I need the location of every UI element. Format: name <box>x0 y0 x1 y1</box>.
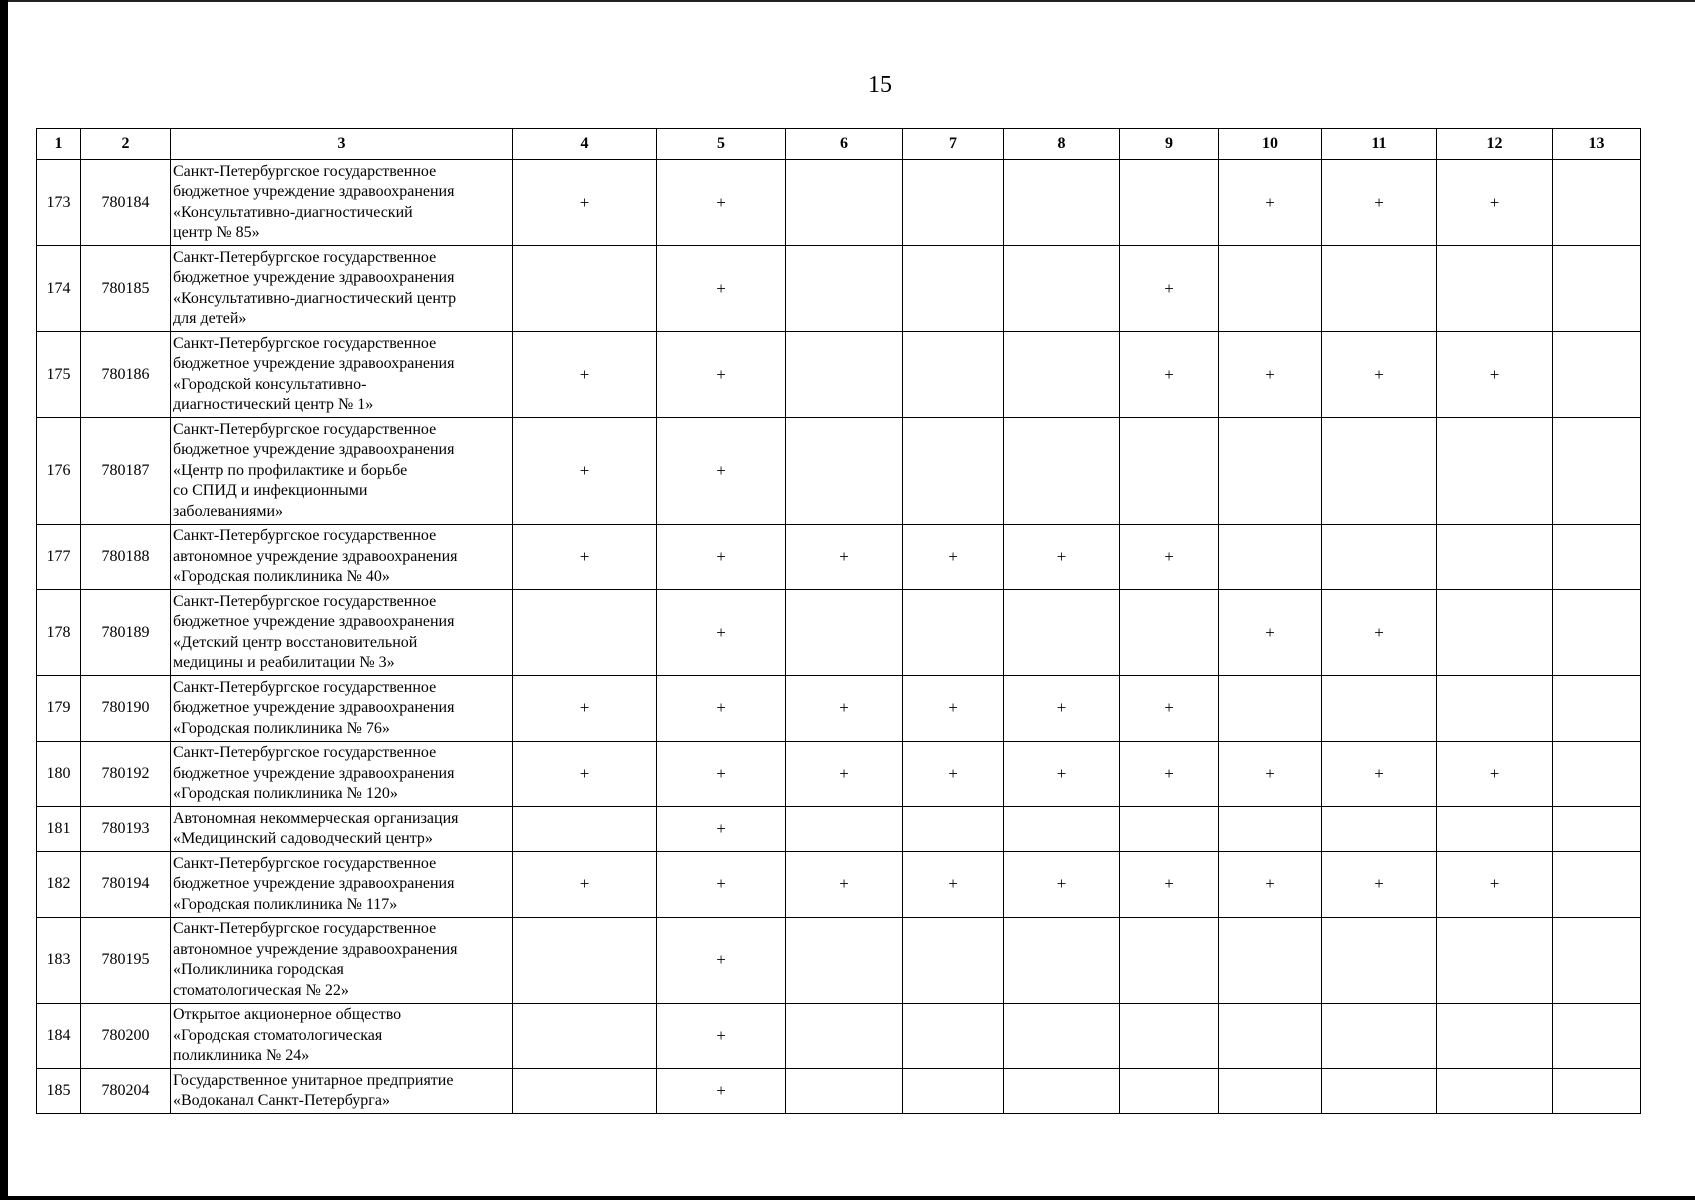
row-number: 182 <box>37 852 81 918</box>
mark-cell-col-10 <box>1219 917 1322 1003</box>
column-header-2: 2 <box>81 129 171 160</box>
organization-name <box>171 807 513 852</box>
mark-cell-col-5: + <box>657 1069 786 1114</box>
mark-cell-col-11 <box>1322 917 1437 1003</box>
mark-cell-col-6 <box>786 160 903 246</box>
mark-cell-col-5: + <box>657 418 786 525</box>
mark-cell-col-10: + <box>1219 332 1322 418</box>
organization-name-line: «Медицинский садоводческий центр» <box>173 830 433 847</box>
mark-cell-col-5: + <box>657 741 786 807</box>
mark-cell-col-8 <box>1004 160 1120 246</box>
organization-name <box>171 1069 513 1114</box>
mark-cell-col-13 <box>1553 524 1641 590</box>
mark-cell-col-12 <box>1437 807 1553 852</box>
organization-code: 780204 <box>81 1069 171 1114</box>
organization-name-line: бюджетное учреждение здравоохранения <box>173 699 455 716</box>
mark-cell-col-4 <box>513 807 657 852</box>
mark-cell-col-4 <box>513 1069 657 1114</box>
row-number: 174 <box>37 246 81 332</box>
organization-name-line: бюджетное учреждение здравоохранения <box>173 875 455 892</box>
organization-code: 780184 <box>81 160 171 246</box>
organization-name <box>171 524 513 590</box>
mark-cell-col-6 <box>786 246 903 332</box>
mark-cell-col-7 <box>903 332 1004 418</box>
column-header-10: 10 <box>1219 129 1322 160</box>
mark-cell-col-7: + <box>903 676 1004 742</box>
mark-cell-col-10: + <box>1219 852 1322 918</box>
organization-name <box>171 676 513 742</box>
mark-cell-col-4: + <box>513 524 657 590</box>
mark-cell-col-5: + <box>657 807 786 852</box>
mark-cell-col-9 <box>1120 418 1219 525</box>
mark-cell-col-13 <box>1553 1069 1641 1114</box>
mark-cell-col-11 <box>1322 246 1437 332</box>
mark-cell-col-6: + <box>786 852 903 918</box>
page-number: 15 <box>868 72 892 98</box>
mark-cell-col-9: + <box>1120 332 1219 418</box>
mark-cell-col-11: + <box>1322 332 1437 418</box>
organization-name-line: Санкт-Петербургское государственное <box>173 334 437 352</box>
mark-cell-col-12: + <box>1437 160 1553 246</box>
mark-cell-col-10 <box>1219 676 1322 742</box>
mark-cell-col-13 <box>1553 917 1641 1003</box>
mark-cell-col-9: + <box>1120 524 1219 590</box>
mark-cell-col-5: + <box>657 524 786 590</box>
organization-code: 780186 <box>81 332 171 418</box>
column-header-12: 12 <box>1437 129 1553 160</box>
mark-cell-col-5: + <box>657 332 786 418</box>
column-header-4: 4 <box>513 129 657 160</box>
mark-cell-col-11 <box>1322 524 1437 590</box>
organization-name-line: «Городская поликлиника № 40» <box>173 568 390 585</box>
mark-cell-col-7: + <box>903 741 1004 807</box>
organization-name <box>171 590 513 676</box>
mark-cell-col-6 <box>786 1003 903 1069</box>
mark-cell-col-10 <box>1219 1069 1322 1114</box>
mark-cell-col-9: + <box>1120 852 1219 918</box>
mark-cell-col-13 <box>1553 590 1641 676</box>
mark-cell-col-11: + <box>1322 590 1437 676</box>
mark-cell-col-5: + <box>657 852 786 918</box>
column-header-6: 6 <box>786 129 903 160</box>
mark-cell-col-5: + <box>657 917 786 1003</box>
mark-cell-col-7 <box>903 807 1004 852</box>
mark-cell-col-12 <box>1437 524 1553 590</box>
mark-cell-col-7 <box>903 160 1004 246</box>
scan-edge-bottom <box>0 1196 1695 1200</box>
row-number: 176 <box>37 418 81 525</box>
row-number: 173 <box>37 160 81 246</box>
organization-code: 780190 <box>81 676 171 742</box>
mark-cell-col-4: + <box>513 160 657 246</box>
mark-cell-col-12 <box>1437 1069 1553 1114</box>
scan-edge-left <box>0 0 8 1200</box>
organization-name-line: диагностический центр № 1» <box>173 396 374 413</box>
mark-cell-col-11 <box>1322 676 1437 742</box>
organization-name <box>171 246 513 332</box>
mark-cell-col-7 <box>903 1069 1004 1114</box>
organization-name-line: Санкт-Петербургское государственное <box>173 527 437 544</box>
organization-name-line: Санкт-Петербургское государственное <box>173 920 437 937</box>
mark-cell-col-4 <box>513 590 657 676</box>
mark-cell-col-10: + <box>1219 160 1322 246</box>
header-row <box>37 129 1641 160</box>
mark-cell-col-8 <box>1004 332 1120 418</box>
organization-name-line: «Консультативно-диагностический центр <box>173 289 457 307</box>
organization-name-line: автономное учреждение здравоохранения <box>173 940 458 958</box>
mark-cell-col-10: + <box>1219 741 1322 807</box>
mark-cell-col-5: + <box>657 590 786 676</box>
mark-cell-col-13 <box>1553 741 1641 807</box>
organization-name-line: центр № 85» <box>173 224 260 241</box>
organization-name-line: «Городской консультативно- <box>173 375 367 393</box>
row-number: 184 <box>37 1003 81 1069</box>
mark-cell-col-6 <box>786 807 903 852</box>
organization-name-line: для детей» <box>173 310 247 327</box>
mark-cell-col-8 <box>1004 590 1120 676</box>
organization-name-line: Санкт-Петербургское государственное <box>173 592 437 610</box>
mark-cell-col-4: + <box>513 332 657 418</box>
mark-cell-col-7 <box>903 590 1004 676</box>
organization-name <box>171 418 513 525</box>
mark-cell-col-8 <box>1004 917 1120 1003</box>
row-number: 180 <box>37 741 81 807</box>
mark-cell-col-12 <box>1437 1003 1553 1069</box>
mark-cell-col-12: + <box>1437 741 1553 807</box>
organization-name-line: Открытое акционерное общество <box>173 1006 402 1023</box>
organization-code: 780193 <box>81 807 171 852</box>
mark-cell-col-13 <box>1553 807 1641 852</box>
column-header-1: 1 <box>37 129 81 160</box>
mark-cell-col-8: + <box>1004 676 1120 742</box>
mark-cell-col-6 <box>786 917 903 1003</box>
table-row <box>37 590 1641 676</box>
organization-name <box>171 741 513 807</box>
table-body <box>37 160 1641 1114</box>
table-row <box>37 676 1641 742</box>
organization-code: 780192 <box>81 741 171 807</box>
mark-cell-col-12 <box>1437 246 1553 332</box>
mark-cell-col-11 <box>1322 1003 1437 1069</box>
organization-name-line: Государственное унитарное предприятие <box>173 1071 454 1089</box>
mark-cell-col-7 <box>903 418 1004 525</box>
mark-cell-col-10 <box>1219 246 1322 332</box>
mark-cell-col-12 <box>1437 590 1553 676</box>
organization-name-line: «Детский центр восстановительной <box>173 633 418 651</box>
column-header-7: 7 <box>903 129 1004 160</box>
organization-code: 780189 <box>81 590 171 676</box>
organization-name-line: Санкт-Петербургское государственное <box>173 248 437 266</box>
organization-name-line: Санкт-Петербургское государственное <box>173 162 437 180</box>
table-row <box>37 852 1641 918</box>
table-row <box>37 524 1641 590</box>
table-row <box>37 807 1641 852</box>
table-row <box>37 1069 1641 1114</box>
mark-cell-col-4: + <box>513 418 657 525</box>
mark-cell-col-10 <box>1219 524 1322 590</box>
organization-code: 780195 <box>81 917 171 1003</box>
mark-cell-col-13 <box>1553 246 1641 332</box>
table-row <box>37 418 1641 525</box>
mark-cell-col-12 <box>1437 418 1553 525</box>
mark-cell-col-9 <box>1120 160 1219 246</box>
table-row <box>37 332 1641 418</box>
organization-name-line: «Поликлиника городская <box>173 961 344 978</box>
mark-cell-col-7: + <box>903 524 1004 590</box>
column-header-13: 13 <box>1553 129 1641 160</box>
mark-cell-col-13 <box>1553 160 1641 246</box>
table-row <box>37 1003 1641 1069</box>
row-number: 183 <box>37 917 81 1003</box>
organization-name-line: «Городская стоматологическая <box>173 1026 383 1044</box>
mark-cell-col-4 <box>513 246 657 332</box>
mark-cell-col-11: + <box>1322 741 1437 807</box>
mark-cell-col-9 <box>1120 1069 1219 1114</box>
organization-name-line: Санкт-Петербургское государственное <box>173 744 437 761</box>
mark-cell-col-4: + <box>513 741 657 807</box>
mark-cell-col-12: + <box>1437 332 1553 418</box>
mark-cell-col-8: + <box>1004 524 1120 590</box>
organization-name-line: бюджетное учреждение здравоохранения <box>173 613 455 630</box>
organization-name-line: бюджетное учреждение здравоохранения <box>173 764 455 782</box>
mark-cell-col-8 <box>1004 418 1120 525</box>
mark-cell-col-9 <box>1120 807 1219 852</box>
column-header-3: 3 <box>171 129 513 160</box>
mark-cell-col-6 <box>786 590 903 676</box>
row-number: 177 <box>37 524 81 590</box>
organization-name-line: бюджетное учреждение здравоохранения <box>173 441 455 458</box>
mark-cell-col-11: + <box>1322 160 1437 246</box>
organization-name <box>171 852 513 918</box>
organization-code: 780200 <box>81 1003 171 1069</box>
mark-cell-col-13 <box>1553 1003 1641 1069</box>
mark-cell-col-13 <box>1553 676 1641 742</box>
mark-cell-col-6 <box>786 332 903 418</box>
organization-name-line: бюджетное учреждение здравоохранения <box>173 183 455 200</box>
mark-cell-col-10 <box>1219 418 1322 525</box>
registry-table <box>36 128 1641 1114</box>
mark-cell-col-8 <box>1004 246 1120 332</box>
mark-cell-col-11 <box>1322 418 1437 525</box>
scan-edge-top <box>0 0 1695 2</box>
mark-cell-col-11 <box>1322 807 1437 852</box>
column-header-8: 8 <box>1004 129 1120 160</box>
mark-cell-col-10 <box>1219 1003 1322 1069</box>
mark-cell-col-6: + <box>786 676 903 742</box>
mark-cell-col-8 <box>1004 1069 1120 1114</box>
organization-code: 780187 <box>81 418 171 525</box>
organization-code: 780185 <box>81 246 171 332</box>
row-number: 175 <box>37 332 81 418</box>
mark-cell-col-8: + <box>1004 852 1120 918</box>
mark-cell-col-9 <box>1120 917 1219 1003</box>
mark-cell-col-9 <box>1120 1003 1219 1069</box>
mark-cell-col-5: + <box>657 160 786 246</box>
mark-cell-col-10 <box>1219 807 1322 852</box>
mark-cell-col-5: + <box>657 676 786 742</box>
mark-cell-col-6 <box>786 418 903 525</box>
organization-name-line: медицины и реабилитации № 3» <box>173 654 395 671</box>
table-row <box>37 917 1641 1003</box>
column-header-11: 11 <box>1322 129 1437 160</box>
mark-cell-col-7: + <box>903 852 1004 918</box>
organization-name <box>171 332 513 418</box>
mark-cell-col-10: + <box>1219 590 1322 676</box>
table-row <box>37 741 1641 807</box>
organization-name-line: «Консультативно-диагностический <box>173 203 413 221</box>
organization-name-line: поликлиника № 24» <box>173 1047 310 1064</box>
organization-name-line: со СПИД и инфекционными <box>173 482 368 499</box>
table-row <box>37 246 1641 332</box>
mark-cell-col-9: + <box>1120 246 1219 332</box>
mark-cell-col-7 <box>903 246 1004 332</box>
mark-cell-col-12: + <box>1437 852 1553 918</box>
organization-code: 780194 <box>81 852 171 918</box>
mark-cell-col-4 <box>513 1003 657 1069</box>
mark-cell-col-13 <box>1553 418 1641 525</box>
mark-cell-col-12 <box>1437 676 1553 742</box>
mark-cell-col-8 <box>1004 807 1120 852</box>
mark-cell-col-9: + <box>1120 676 1219 742</box>
row-number: 181 <box>37 807 81 852</box>
mark-cell-col-6: + <box>786 524 903 590</box>
row-number: 179 <box>37 676 81 742</box>
mark-cell-col-6: + <box>786 741 903 807</box>
organization-name-line: Санкт-Петербургское государственное <box>173 420 437 438</box>
row-number: 185 <box>37 1069 81 1114</box>
organization-name <box>171 917 513 1003</box>
organization-name-line: бюджетное учреждение здравоохранения <box>173 355 455 372</box>
mark-cell-col-7 <box>903 1003 1004 1069</box>
organization-name-line: стоматологическая № 22» <box>173 981 349 999</box>
organization-name-line: автономное учреждение здравоохранения <box>173 547 458 565</box>
mark-cell-col-4: + <box>513 852 657 918</box>
mark-cell-col-4 <box>513 917 657 1003</box>
mark-cell-col-8 <box>1004 1003 1120 1069</box>
mark-cell-col-6 <box>786 1069 903 1114</box>
organization-code: 780188 <box>81 524 171 590</box>
mark-cell-col-11: + <box>1322 852 1437 918</box>
organization-name-line: Автономная некоммерческая организация <box>173 809 459 827</box>
organization-name-line: Санкт-Петербургское государственное <box>173 854 437 872</box>
mark-cell-col-5: + <box>657 246 786 332</box>
mark-cell-col-12 <box>1437 917 1553 1003</box>
mark-cell-col-9 <box>1120 590 1219 676</box>
mark-cell-col-7 <box>903 917 1004 1003</box>
mark-cell-col-8: + <box>1004 741 1120 807</box>
row-number: 178 <box>37 590 81 676</box>
mark-cell-col-4: + <box>513 676 657 742</box>
mark-cell-col-5: + <box>657 1003 786 1069</box>
organization-name-line: бюджетное учреждение здравоохранения <box>173 269 455 286</box>
organization-name-line: «Городская поликлиника № 117» <box>173 895 398 913</box>
mark-cell-col-13 <box>1553 332 1641 418</box>
organization-name-line: «Городская поликлиника № 76» <box>173 719 390 737</box>
mark-cell-col-9: + <box>1120 741 1219 807</box>
mark-cell-col-13 <box>1553 852 1641 918</box>
column-header-5: 5 <box>657 129 786 160</box>
mark-cell-col-11 <box>1322 1069 1437 1114</box>
table-row <box>37 160 1641 246</box>
organization-name-line: Санкт-Петербургское государственное <box>173 678 437 696</box>
organization-name-line: «Городская поликлиника № 120» <box>173 785 398 802</box>
organization-name <box>171 160 513 246</box>
organization-name <box>171 1003 513 1069</box>
organization-name-line: «Водоканал Санкт-Петербурга» <box>173 1092 390 1109</box>
column-header-9: 9 <box>1120 129 1219 160</box>
organization-name-line: «Центр по профилактике и борьбе <box>173 461 408 479</box>
organization-name-line: заболеваниями» <box>173 502 284 520</box>
